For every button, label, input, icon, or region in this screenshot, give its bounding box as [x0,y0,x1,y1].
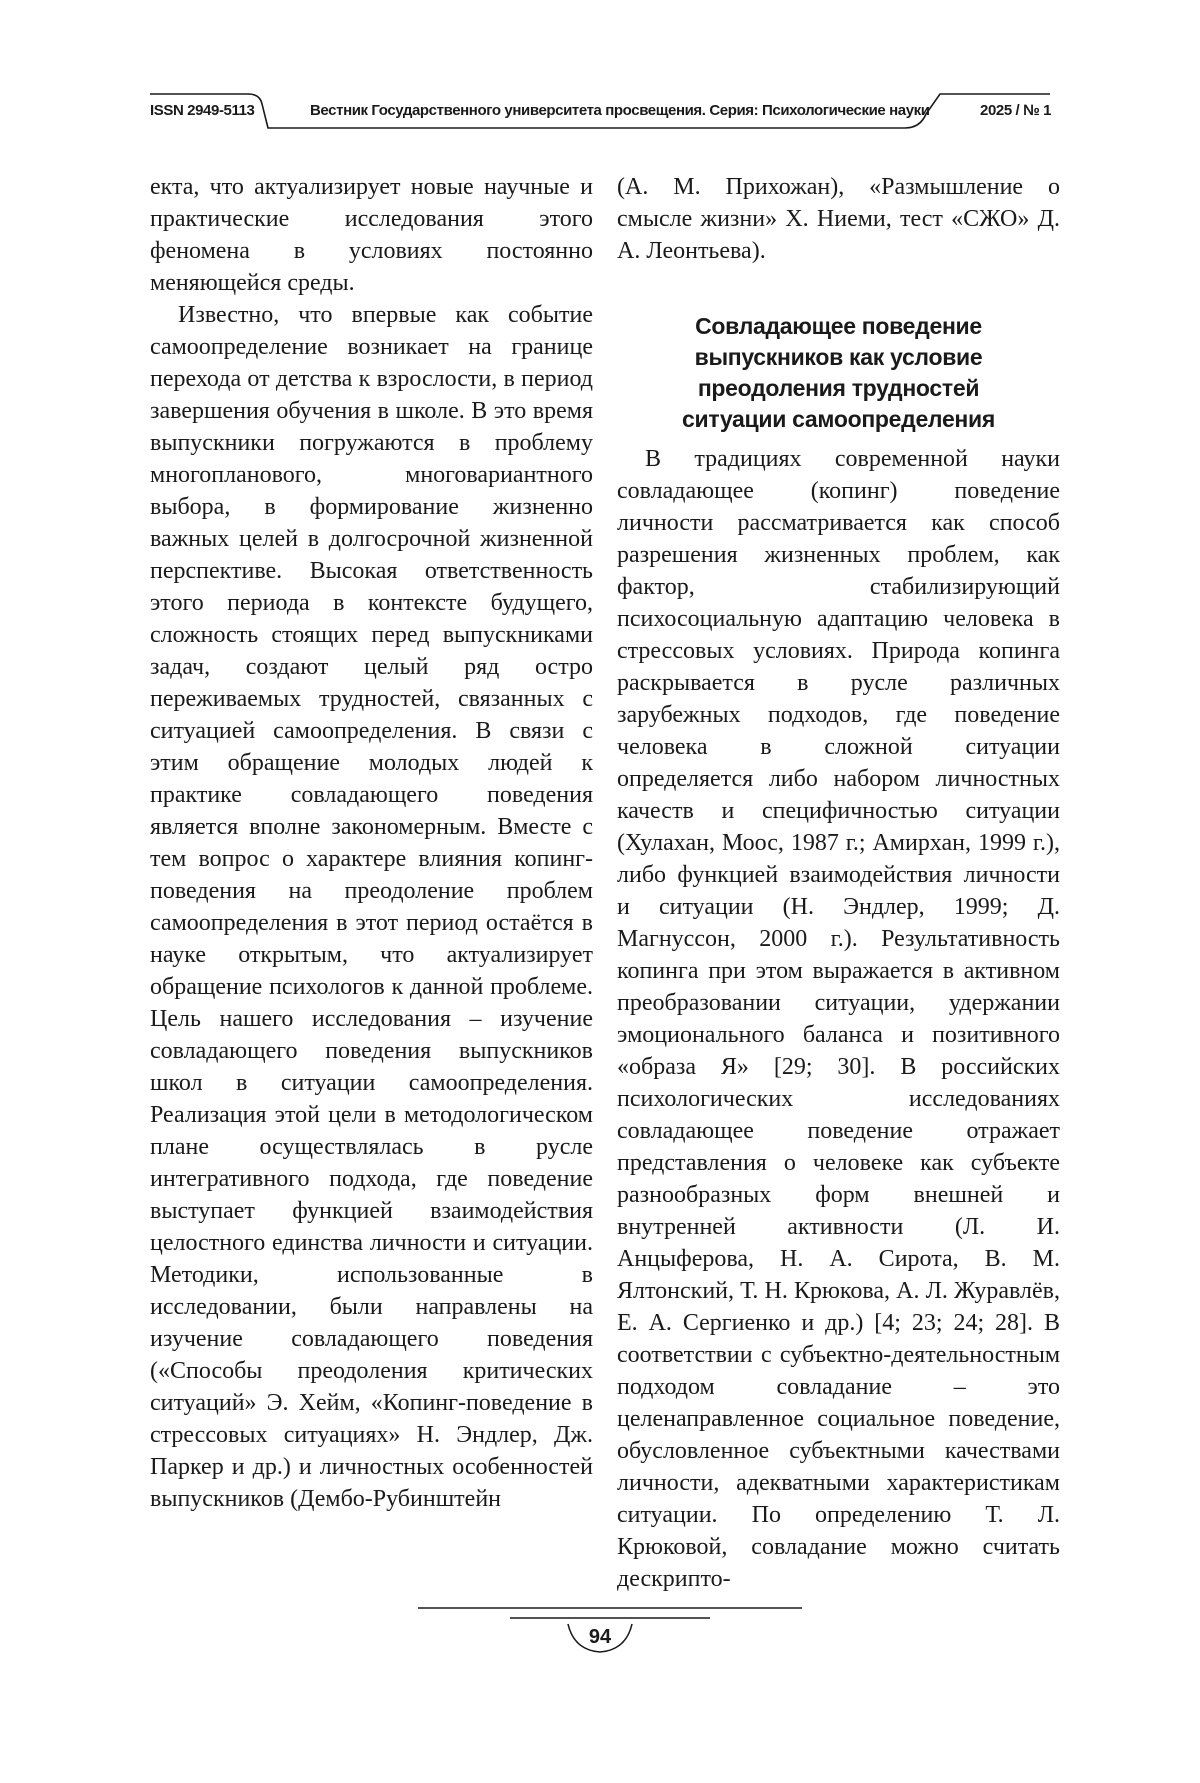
left-column [150,171,593,1515]
journal-title: Вестник Государственного университета просвещения. Серия: Психологические науки [310,102,930,119]
heading-line: выпускников как условие [694,344,983,370]
issue-number: 2025 / № 1 [980,102,1052,119]
body-paragraph: В традициях современной науки совладающее (копинг) поведение личности рассматривается как способ разрешения жизненных проблем, как фактор, стабилизирующий психосоциальную адаптацию человека в стрессовых условиях. Природа копинга раскрывается в русле различных зарубежных подходов, где поведение человека в сложной ситуации определяется либо набором личностных качеств и специфичностью ситуации (Хулахан, Моос, 1987 г.; Амирхан, 1999 г.), либо функцией взаимодействия личности и ситуации (Н. Эндлер, 1999; Д. Магнуссон, 2000 г.). Результативность копинга при этом выражается в активном преобразовании ситуации, удержании эмоционального баланса и позитивного «образа Я» [29; 30]. В российских психологических исследованиях совладающее поведение отражает представления о человеке как субъекте разнообразных форм внешней и внутренней активности (Л. И. Анцыферова, Н. А. Сирота, В. М. Ялтонский, Т. Н. Крюкова, А. Л. Журавлёв, Е. А. Сергиенко и др.) [4; 23; 24; 28]. В соответствии с субъектно-деятельностным подходом совладание – это целенаправленное социальное поведение, обусловленное субъектными качествами личности, адекватными характеристикам ситуации. По определению Т. Л. Крюковой, совладание можно считать дескрипто- [617,446,1060,1592]
heading-line: ситуации самоопределения [681,406,995,432]
section-heading [617,311,1060,435]
page-number: 94 [588,1626,612,1648]
body-paragraph: Известно, что впервые как событие самоопределение возникает на границе перехода от детства к взрослости, в период завершения обучения в школе. В это время выпускники погружаются в проблему многопланового, многовариантного выбора, в формирование жизненно важных целей в долгосрочной жизненной перспективе. Высокая ответственность этого периода в контексте будущего, сложность стоящих перед выпускниками задач, создают целый ряд остро переживаемых трудностей, связанных с ситуацией самоопределения. В связи с этим обращение молодых людей к практике совладающего поведения является вполне закономерным. Вместе с тем вопрос о характере влияния копинг-поведения на преодоление проблем самоопределения в этот период остаётся в науке открытым, что актуализирует обращение психологов к данной проблеме. Цель нашего исследования – изучение совладающего поведения выпускников школ в ситуации самоопределения. Реализация этой цели в методологическом плане осуществлялась в русле интегративного подхода, где поведение выступает функцией взаимодействия целостного единства личности и ситуации. Методики, использованные в исследовании, были направлены на изучение совладающего поведения («Способы преодоления критических ситуаций» Э. Хейм, «Копинг-поведение в стрессовых ситуациях» Н. Эндлер, Дж. Паркер и др.) и личностных особенностей выпускников (Дембо-Рубинштейн [150,302,593,1512]
right-column [617,171,1060,1595]
running-head [150,84,1050,136]
heading-line: преодоления трудностей [697,375,980,401]
heading-line: Совладающее поведение [695,313,982,339]
body-paragraph: (А. М. Прихожан), «Размышление о смысле жизни» Х. Ниеми, тест «СЖО» Д. А. Леонтьева). [617,174,1060,264]
page-footer [0,1600,1200,1670]
body-paragraph: екта, что актуализирует новые научные и практические исследования этого феномена в условиях постоянно меняющейся среды. [150,174,593,296]
issn: ISSN 2949-5113 [150,102,255,119]
